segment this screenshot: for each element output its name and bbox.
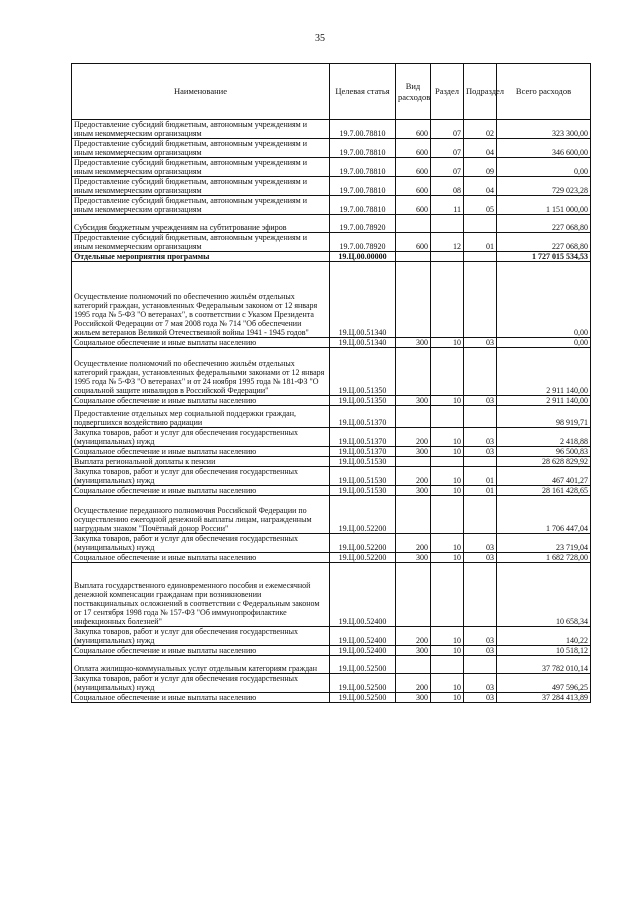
row-total-cell: 2 911 140,00 (497, 348, 591, 396)
row-target-cell: 19.Ц.00.52500 (330, 656, 396, 674)
row-total-cell: 1 727 015 534,53 (497, 252, 591, 262)
row-section-cell: 10 (431, 447, 464, 457)
row-target-cell: 19.7.00.78810 (330, 196, 396, 215)
row-total-cell: 0,00 (497, 338, 591, 348)
table-row (72, 396, 591, 406)
table-row (72, 486, 591, 496)
row-expense-type-cell: 200 (396, 428, 431, 447)
row-name-cell: Выплата региональной доплаты к пенсии (72, 457, 330, 467)
table-row (72, 674, 591, 693)
table-row (72, 467, 591, 486)
row-name-cell: Оплата жилищно-коммунальных услуг отдельным категориям граждан (72, 656, 330, 674)
row-name-cell: Социальное обеспечение и иные выплаты населению (72, 396, 330, 406)
row-name-cell: Социальное обеспечение и иные выплаты населению (72, 486, 330, 496)
table-row (72, 196, 591, 215)
row-total-cell: 10 518,12 (497, 646, 591, 656)
row-target-cell: 19.7.00.78920 (330, 215, 396, 233)
row-subsection-cell (464, 252, 497, 262)
budget-table (71, 63, 591, 703)
row-subsection-cell: 03 (464, 646, 497, 656)
row-section-cell: 10 (431, 467, 464, 486)
row-expense-type-cell (396, 262, 431, 338)
row-expense-type-cell (396, 348, 431, 396)
row-total-cell: 227 068,80 (497, 215, 591, 233)
table-row (72, 646, 591, 656)
row-subsection-cell (464, 496, 497, 534)
table-row (72, 158, 591, 177)
row-target-cell: 19.Ц.00.51530 (330, 467, 396, 486)
row-expense-type-cell: 300 (396, 486, 431, 496)
row-expense-type-cell: 600 (396, 139, 431, 158)
row-subsection-cell: 03 (464, 428, 497, 447)
row-expense-type-cell: 300 (396, 396, 431, 406)
table-row (72, 348, 591, 396)
table-row (72, 252, 591, 262)
row-total-cell: 98 919,71 (497, 406, 591, 428)
row-target-cell: 19.Ц.00.51350 (330, 396, 396, 406)
table-row (72, 215, 591, 233)
row-name-cell: Предоставление отдельных мер социальной поддержки граждан, подвергшихся воздействию радиации (72, 406, 330, 428)
row-section-cell (431, 457, 464, 467)
row-target-cell: 19.Ц.00.52200 (330, 496, 396, 534)
row-section-cell (431, 262, 464, 338)
row-subsection-cell (464, 656, 497, 674)
row-total-cell: 227 068,80 (497, 233, 591, 252)
row-name-cell: Социальное обеспечение и иные выплаты населению (72, 693, 330, 703)
row-total-cell: 23 719,04 (497, 534, 591, 553)
row-section-cell (431, 496, 464, 534)
row-section-cell: 10 (431, 396, 464, 406)
row-target-cell: 19.Ц.00.51370 (330, 428, 396, 447)
header-target-article: Целевая статья (330, 64, 396, 120)
row-total-cell: 497 596,25 (497, 674, 591, 693)
row-name-cell: Предоставление субсидий бюджетным, автономным учреждениям и иным некоммерческим организациям (72, 120, 330, 139)
row-section-cell: 08 (431, 177, 464, 196)
row-target-cell: 19.Ц.00.52400 (330, 627, 396, 646)
row-name-cell: Закупка товаров, работ и услуг для обеспечения государственных (муниципальных) нужд (72, 627, 330, 646)
row-name-cell: Закупка товаров, работ и услуг для обеспечения государственных (муниципальных) нужд (72, 674, 330, 693)
row-subsection-cell: 09 (464, 158, 497, 177)
row-expense-type-cell: 300 (396, 447, 431, 457)
row-name-cell: Осуществление полномочий по обеспечению жильём отдельных категорий граждан, установленных федеральными законами от 12 января 1995 года № 5-ФЗ "О ветеранах" и от 24 ноября 1995 года № 181-ФЗ "О социальной защите инвалидов в Российской Федерации" (72, 348, 330, 396)
row-total-cell: 140,22 (497, 627, 591, 646)
row-section-cell (431, 215, 464, 233)
row-expense-type-cell: 600 (396, 158, 431, 177)
row-subsection-cell: 03 (464, 534, 497, 553)
row-name-cell: Закупка товаров, работ и услуг для обеспечения государственных (муниципальных) нужд (72, 467, 330, 486)
row-expense-type-cell: 600 (396, 196, 431, 215)
row-name-cell: Закупка товаров, работ и услуг для обеспечения государственных (муниципальных) нужд (72, 428, 330, 447)
row-total-cell: 729 023,28 (497, 177, 591, 196)
row-name-cell: Социальное обеспечение и иные выплаты населению (72, 338, 330, 348)
row-total-cell: 1 706 447,04 (497, 496, 591, 534)
row-subsection-cell: 03 (464, 338, 497, 348)
row-total-cell: 467 401,27 (497, 467, 591, 486)
row-section-cell: 10 (431, 646, 464, 656)
table-row (72, 496, 591, 534)
row-subsection-cell: 01 (464, 486, 497, 496)
row-target-cell: 19.Ц.00.52200 (330, 553, 396, 563)
header-expense-type: Вид расходов (396, 64, 431, 120)
row-subsection-cell: 02 (464, 120, 497, 139)
row-subsection-cell: 03 (464, 553, 497, 563)
page-number: 35 (315, 33, 325, 44)
row-target-cell: 19.7.00.78810 (330, 158, 396, 177)
row-section-cell (431, 252, 464, 262)
row-name-cell: Социальное обеспечение и иные выплаты населению (72, 553, 330, 563)
row-name-cell: Закупка товаров, работ и услуг для обеспечения государственных (муниципальных) нужд (72, 534, 330, 553)
row-expense-type-cell: 300 (396, 646, 431, 656)
row-subsection-cell: 03 (464, 396, 497, 406)
row-subsection-cell (464, 348, 497, 396)
row-expense-type-cell (396, 406, 431, 428)
row-expense-type-cell: 200 (396, 674, 431, 693)
row-section-cell: 10 (431, 486, 464, 496)
table-row (72, 338, 591, 348)
row-name-cell: Предоставление субсидий бюджетным, автономным учреждениям и иным некоммерческим организациям (72, 233, 330, 252)
row-subsection-cell: 04 (464, 139, 497, 158)
row-total-cell: 28 161 428,65 (497, 486, 591, 496)
row-target-cell: 19.7.00.78810 (330, 177, 396, 196)
row-expense-type-cell: 200 (396, 467, 431, 486)
row-section-cell: 10 (431, 428, 464, 447)
table-body (72, 120, 591, 703)
row-total-cell: 28 628 829,92 (497, 457, 591, 467)
table-row (72, 447, 591, 457)
row-name-cell: Предоставление субсидий бюджетным, автономным учреждениям и иным некоммерческим организациям (72, 158, 330, 177)
table-row (72, 553, 591, 563)
row-subsection-cell (464, 262, 497, 338)
row-subsection-cell: 01 (464, 467, 497, 486)
row-total-cell: 2 418,88 (497, 428, 591, 447)
row-total-cell: 37 782 010,14 (497, 656, 591, 674)
row-expense-type-cell: 600 (396, 233, 431, 252)
row-target-cell: 19.Ц.00.00000 (330, 252, 396, 262)
row-name-cell: Выплата государственного единовременного пособия и ежемесячной денежной компенсации гражданам при возникновении поствакцинальных осложнений в соответствии с Федеральным законом от 17 сентября 1998 года № 157-ФЗ "Об иммунопрофилактике инфекционных болезней" (72, 563, 330, 627)
row-expense-type-cell: 200 (396, 534, 431, 553)
row-target-cell: 19.Ц.00.51370 (330, 406, 396, 428)
row-name-cell: Предоставление субсидий бюджетным, автономным учреждениям и иным некоммерческим организациям (72, 139, 330, 158)
row-subsection-cell (464, 457, 497, 467)
row-expense-type-cell (396, 457, 431, 467)
table-row (72, 656, 591, 674)
row-expense-type-cell: 200 (396, 627, 431, 646)
row-section-cell (431, 348, 464, 396)
row-name-cell: Предоставление субсидий бюджетным, автономным учреждениям и иным некоммерческим организациям (72, 177, 330, 196)
row-expense-type-cell: 300 (396, 693, 431, 703)
table-row (72, 693, 591, 703)
row-total-cell: 346 600,00 (497, 139, 591, 158)
row-subsection-cell: 03 (464, 627, 497, 646)
row-target-cell: 19.Ц.00.51530 (330, 486, 396, 496)
row-name-cell: Предоставление субсидий бюджетным, автономным учреждениям и иным некоммерческим организациям (72, 196, 330, 215)
row-section-cell: 07 (431, 158, 464, 177)
row-target-cell: 19.Ц.00.51340 (330, 262, 396, 338)
header-section: Раздел (431, 64, 464, 120)
row-expense-type-cell: 600 (396, 177, 431, 196)
row-total-cell: 96 500,83 (497, 447, 591, 457)
row-subsection-cell: 05 (464, 196, 497, 215)
row-subsection-cell (464, 406, 497, 428)
row-target-cell: 19.7.00.78810 (330, 120, 396, 139)
row-section-cell: 10 (431, 693, 464, 703)
row-target-cell: 19.Ц.00.51340 (330, 338, 396, 348)
row-subsection-cell (464, 215, 497, 233)
row-section-cell: 10 (431, 338, 464, 348)
header-name: Наименование (72, 64, 330, 120)
header-subsection: Подраздел (464, 64, 497, 120)
table-row (72, 428, 591, 447)
row-subsection-cell (464, 563, 497, 627)
row-total-cell: 1 682 728,00 (497, 553, 591, 563)
row-subsection-cell: 03 (464, 674, 497, 693)
row-name-cell: Социальное обеспечение и иные выплаты населению (72, 447, 330, 457)
table-row (72, 563, 591, 627)
row-subsection-cell: 03 (464, 447, 497, 457)
row-total-cell: 323 300,00 (497, 120, 591, 139)
row-section-cell: 11 (431, 196, 464, 215)
row-name-cell: Осуществление полномочий по обеспечению жильём отдельных категорий граждан, установленных Федеральным законом от 12 января 1995 года № 5-ФЗ "О ветеранах", в соответствии с Указом Президента Российской Федерации от 7 мая 2008 года № 714 "Об обеспечении жильем ветеранов Великой Отечественной войны 1941 - 1945 годов" (72, 262, 330, 338)
row-name-cell: Социальное обеспечение и иные выплаты населению (72, 646, 330, 656)
table-header-row (72, 64, 591, 120)
row-expense-type-cell: 300 (396, 553, 431, 563)
row-total-cell: 10 658,34 (497, 563, 591, 627)
row-target-cell: 19.7.00.78920 (330, 233, 396, 252)
table-row (72, 233, 591, 252)
row-target-cell: 19.Ц.00.51370 (330, 447, 396, 457)
row-target-cell: 19.Ц.00.52400 (330, 646, 396, 656)
row-expense-type-cell: 600 (396, 120, 431, 139)
table-row (72, 406, 591, 428)
row-target-cell: 19.Ц.00.52200 (330, 534, 396, 553)
row-expense-type-cell: 300 (396, 338, 431, 348)
row-subsection-cell: 04 (464, 177, 497, 196)
row-expense-type-cell (396, 656, 431, 674)
table-row (72, 139, 591, 158)
row-target-cell: 19.Ц.00.52400 (330, 563, 396, 627)
row-section-cell: 07 (431, 139, 464, 158)
table-row (72, 120, 591, 139)
row-target-cell: 19.Ц.00.51530 (330, 457, 396, 467)
row-total-cell: 0,00 (497, 262, 591, 338)
row-expense-type-cell (396, 563, 431, 627)
row-expense-type-cell (396, 215, 431, 233)
row-total-cell: 1 151 000,00 (497, 196, 591, 215)
row-section-cell: 10 (431, 553, 464, 563)
row-section-cell (431, 406, 464, 428)
row-section-cell: 12 (431, 233, 464, 252)
header-total: Всего расходов (497, 64, 591, 120)
row-subsection-cell: 01 (464, 233, 497, 252)
row-name-cell: Осуществление переданного полномочия Российской Федерации по осуществлению ежегодной денежной выплаты лицам, награжденным нагрудным знаком "Почётный донор России" (72, 496, 330, 534)
row-section-cell (431, 656, 464, 674)
table-row (72, 627, 591, 646)
row-name-cell: Субсидия бюджетным учреждениям на субтитрование эфиров (72, 215, 330, 233)
row-target-cell: 19.Ц.00.52500 (330, 693, 396, 703)
row-expense-type-cell (396, 252, 431, 262)
row-target-cell: 19.Ц.00.51350 (330, 348, 396, 396)
table-row (72, 177, 591, 196)
row-section-cell: 10 (431, 534, 464, 553)
row-target-cell: 19.Ц.00.52500 (330, 674, 396, 693)
table-row (72, 457, 591, 467)
row-section-cell: 07 (431, 120, 464, 139)
row-target-cell: 19.7.00.78810 (330, 139, 396, 158)
row-expense-type-cell (396, 496, 431, 534)
row-subsection-cell: 03 (464, 693, 497, 703)
table-row (72, 262, 591, 338)
row-section-cell: 10 (431, 674, 464, 693)
row-total-cell: 0,00 (497, 158, 591, 177)
row-total-cell: 2 911 140,00 (497, 396, 591, 406)
row-section-cell (431, 563, 464, 627)
table-row (72, 534, 591, 553)
row-total-cell: 37 284 413,89 (497, 693, 591, 703)
row-name-cell: Отдельные мероприятия программы (72, 252, 330, 262)
row-section-cell: 10 (431, 627, 464, 646)
